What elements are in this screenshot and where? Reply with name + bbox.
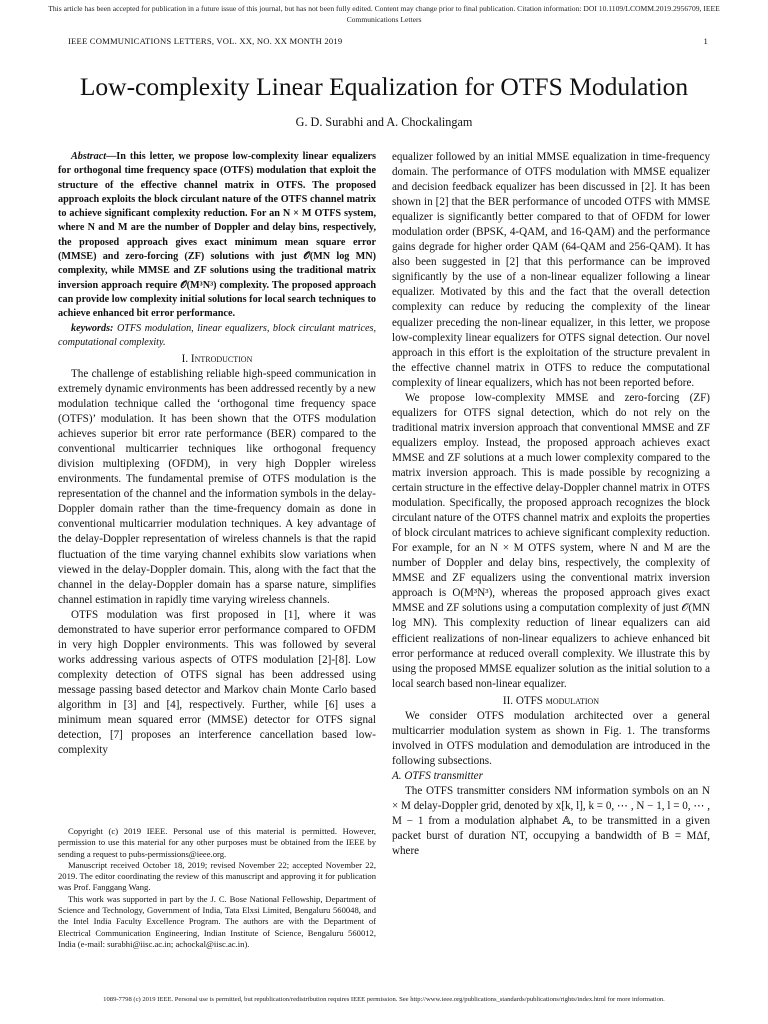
section-2-paragraph: We consider OTFS modulation architected over a general multicarrier modulation system as shown in Fig. 1. The transforms involved in OTFS modulation and demodulation are introduced in the following subsections. (392, 709, 710, 767)
journal-name: IEEE COMMUNICATIONS LETTERS, VOL. XX, NO. XX MONTH 2019 (68, 36, 343, 46)
funding-footnote: This work was supported in part by the J. C. Bose National Fellowship, Department of Science and Technology, Government of India, Tata Elxsi Limited, Bengaluru 560048, and the Intel India Faculty Excellence Program. The authors are with the Department of Electrical Communication Engineering, Indian Institute of Science, Bengaluru 560012, India (e-mail: surabhi@iisc.ac.in; achockal@iisc.ac.in). (58, 893, 376, 949)
keywords-text: OTFS modulation, linear equalizers, block circulant matrices, computational complexity. (58, 322, 376, 348)
section-1-numeral: I. (181, 352, 191, 365)
intro-paragraph-3: We propose low-complexity MMSE and zero-forcing (ZF) equalizers for OTFS signal detection, which do not rely on the traditional matrix inversion approach that conventional MMSE and ZF equalizers employ. Instead, the proposed approach achieves exact MMSE and ZF solutions at a much lower complexity compared to the matrix inversion approach. This is made possible by recognizing a certain structure in the effective delay-Doppler channel matrix in OTFS modulation. Specifically, the proposed approach recognizes the block circulant nature of the OTFS channel matrix and exploits the properties of block circulant matrices to achieve significant complexity reduction. For example, for an N × M OTFS system, where N and M are the number of Doppler and delay bins, respectively, the complexity of MMSE and ZF equalizers using the conventional matrix inversion approach is O(M³N³), whereas the proposed approach gives exact MMSE and ZF solutions using a computation complexity of just 𝒪(MN log MN). This complexity reduction of linear equalizers can aid efficient realizations of non-linear equalizers to achieve enhanced bit error performance at reduced overall complexity. We illustrate this by using the proposed MMSE equalizer solution as the initial solution to a local search based non-linear equalizer. (392, 391, 711, 690)
intro-paragraph-1: The challenge of establishing reliable high-speed communication in extremely dynamic environments has been addressed recently by a new modulation technique called the ‘orthogonal time frequency space (OTFS)’ modulation. It has been shown that the OTFS modulation achieves superior bit error rate performance (BER) compared to the conventional multicarrier techniques like orthogonal frequency division multiplexing (OFDM), in very high Doppler wireless environments. The fundamental premise of OTFS modulation is the representation of the channel and the information symbols in the delay-Doppler domain rather than the time-frequency domain as done in conventional multicarrier modulation techniques. A key advantage of the delay-Doppler representation of wireless channels is that the rapid fluctuation of the time varying channel exhibits slow variations when viewed in the delay-Doppler domain. This, along with the fact that the channel in the delay-Doppler domain has a sparse nature, simplifies channel estimation in rapidly time varying wireless channels. (58, 367, 376, 606)
section-2-numeral: II. (502, 694, 516, 707)
acceptance-notice-line2: Communications Letters (346, 15, 422, 24)
paper-authors: G. D. Surabhi and A. Chockalingam (295, 115, 473, 129)
manuscript-received-footnote: Manuscript received October 18, 2019; revised November 22; accepted November 22, 2019. The editor coordinating the review of this manuscript and approving it for publication was Prof. Fanggang Wang. (58, 859, 376, 893)
subsection-heading-otfs-transmitter: A. OTFS transmitter (392, 769, 483, 782)
section-heading-introduction (58, 352, 376, 367)
abstract-lead: Abstract (71, 151, 107, 162)
right-column (392, 150, 710, 859)
abstract-text: —In this letter, we propose low-complexity linear equalizers for orthogonal time frequency space (OTFS) modulation that exploit the structure of the effective channel matrix in OTFS. The proposed approach exploits the block circulant nature of the OTFS channel matrix to achieve significant complexity reduction. For an N × M OTFS system, where N and M are the number of Doppler and delay bins, respectively, the proposed approach gives exact minimum mean square error (MMSE) and zero-forcing (ZF) solutions with just 𝒪(MN log MN) complexity, while MMSE and ZF solutions using the traditional matrix inversion approach require 𝒪(M³N³) complexity. The proposed approach can provide low complexity initial solutions for local search techniques to achieve enhanced bit error performance. (58, 151, 376, 320)
footnote-block (58, 826, 376, 950)
acceptance-notice (20, 3, 748, 25)
running-head (68, 36, 708, 46)
keywords (58, 322, 376, 350)
abstract (58, 150, 376, 322)
intro-paragraph-2: OTFS modulation was first proposed in [1], where it was demonstrated to have superior error performance compared to OFDM in very high Doppler environments. This was followed by several works addressing various aspects of OTFS modulation [2]-[8]. Low complexity detection of OTFS signal has been addressed using message passing based detector and Markov chain Monte Carlo based algorithm in [3] and [4], respectively. Further, while [6] uses a minimum mean squared error (MMSE) detector for OTFS signal detection, [7] proposes an interference cancellation based low-complexity (58, 608, 376, 757)
section-2-title: OTFS modulation (515, 694, 600, 707)
copyright-footnote: Copyright (c) 2019 IEEE. Personal use of this material is permitted. However, permission to use this material for any other purposes must be obtained from the IEEE by sending a request to pubs-permissions@ieee.org. (58, 826, 376, 859)
section-1-title: Introduction (190, 352, 253, 365)
keywords-lead: keywords: (71, 322, 114, 334)
transmitter-paragraph: The OTFS transmitter considers NM information symbols on an N × M delay-Doppler grid, denoted by x[k, l], k = 0, ⋯ , N − 1, l = 0, ⋯ , M − 1 from a modulation alphabet 𝔸, to be transmitted in a given packet burst of duration NT, occupying a bandwidth of B = MΔf, where (392, 784, 710, 858)
acceptance-notice-line1: This article has been accepted for publication in a future issue of this journal, but has not been fully edited. Content may change prior to final publication. Citation information: DOI 10.1109/LCOMM.2019.2956709, IEEE (48, 4, 720, 13)
page-number: 1 (703, 36, 708, 46)
left-column (58, 150, 376, 758)
copyright-footer: 1089-7798 (c) 2019 IEEE. Personal use is permitted, but republication/redistribution requires IEEE permission. See http://www.ieee.org/publications_standards/publications/rights/index.html for more information. (103, 996, 665, 1003)
paper-title: Low-complexity Linear Equalization for OTFS Modulation (79, 72, 689, 101)
section-heading-otfs-modulation (392, 694, 710, 709)
intro-paragraph-continued: equalizer followed by an initial MMSE equalization in time-frequency domain. The performance of OTFS modulation with MMSE equalizer and decision feedback equalizer has been discussed in [2]. It has been shown in [2] that the BER performance of uncoded OTFS with MMSE equalizer is significantly better compared to that of OFDM for lower modulation order (BPSK, 4-QAM, and 16-QAM) and the performance gains degrade for higher order QAM (64-QAM and 256-QAM). It has also been suggested in [2] that this performance can be improved significantly by the use of a non-linear equalizer following a linear equalizer. Motivated by this and the fact that the overall detection complexity can reduce by reducing the complexity of the linear equalizer preceding the non-linear equalizer, in this letter, we propose low-complexity linear equalizers for OTFS signal detection. Our novel approach in this effort is the exploitation of the structure prevalent in the effective channel matrix in OTFS to reduce the computational complexity of linear equalizers, which has not been reported before. (392, 151, 710, 389)
